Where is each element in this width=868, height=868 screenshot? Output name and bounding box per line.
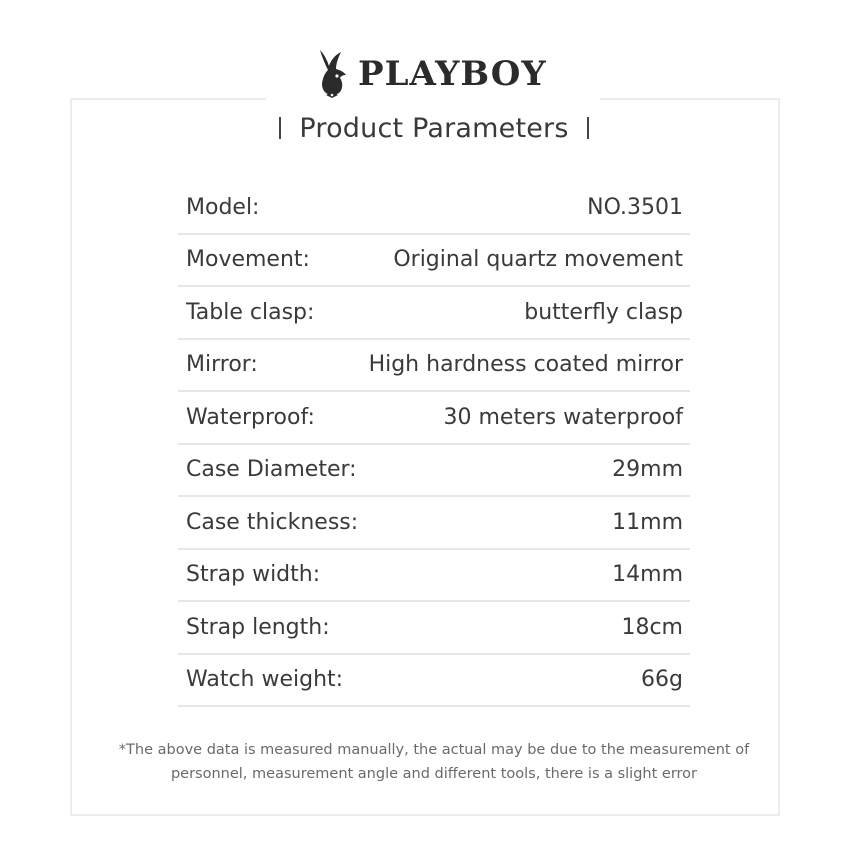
param-value: 18cm (621, 614, 683, 640)
param-value: 29mm (612, 457, 683, 483)
disclaimer-line-2: personnel, measurement angle and different tools, there is a slight error (170, 766, 698, 782)
param-value: NO.3501 (587, 194, 683, 220)
param-label: Strap width: (186, 562, 321, 588)
param-row-case-diameter (178, 445, 690, 498)
heading-left-bar (279, 117, 281, 139)
param-row-strap-width (178, 550, 690, 603)
param-label: Mirror: (186, 352, 258, 378)
param-row-movement (178, 235, 690, 288)
param-row-model (178, 182, 690, 235)
brand-name: PLAYBOY (358, 54, 547, 94)
page-title: Product Parameters (299, 112, 569, 144)
param-value: butterfly clasp (524, 299, 683, 325)
param-label: Waterproof: (186, 404, 315, 430)
param-label: Case Diameter: (186, 457, 357, 483)
param-row-case-thickness (178, 497, 690, 550)
param-value: 11mm (612, 509, 683, 535)
heading-right-bar (587, 117, 589, 139)
param-label: Case thickness: (186, 509, 359, 535)
param-value: High hardness coated mirror (368, 352, 683, 378)
bunny-logo-icon (316, 48, 350, 100)
param-row-watch-weight (178, 655, 690, 708)
param-value: 30 meters waterproof (443, 404, 683, 430)
param-row-table-clasp (178, 287, 690, 340)
param-label: Strap length: (186, 614, 330, 640)
disclaimer-line-1: *The above data is measured manually, the actual may be due to the measurement of (118, 742, 750, 758)
brand-header (316, 48, 547, 100)
param-value: 14mm (612, 562, 683, 588)
param-row-waterproof (178, 392, 690, 445)
parameters-table (178, 182, 690, 707)
param-row-strap-length (178, 602, 690, 655)
param-value: Original quartz movement (393, 247, 683, 273)
param-label: Model: (186, 194, 260, 220)
disclaimer-note (100, 738, 768, 786)
param-value: 66g (641, 667, 683, 693)
param-label: Table clasp: (186, 299, 315, 325)
param-label: Watch weight: (186, 667, 344, 693)
param-label: Movement: (186, 247, 310, 273)
section-heading (0, 108, 868, 148)
param-row-mirror (178, 340, 690, 393)
